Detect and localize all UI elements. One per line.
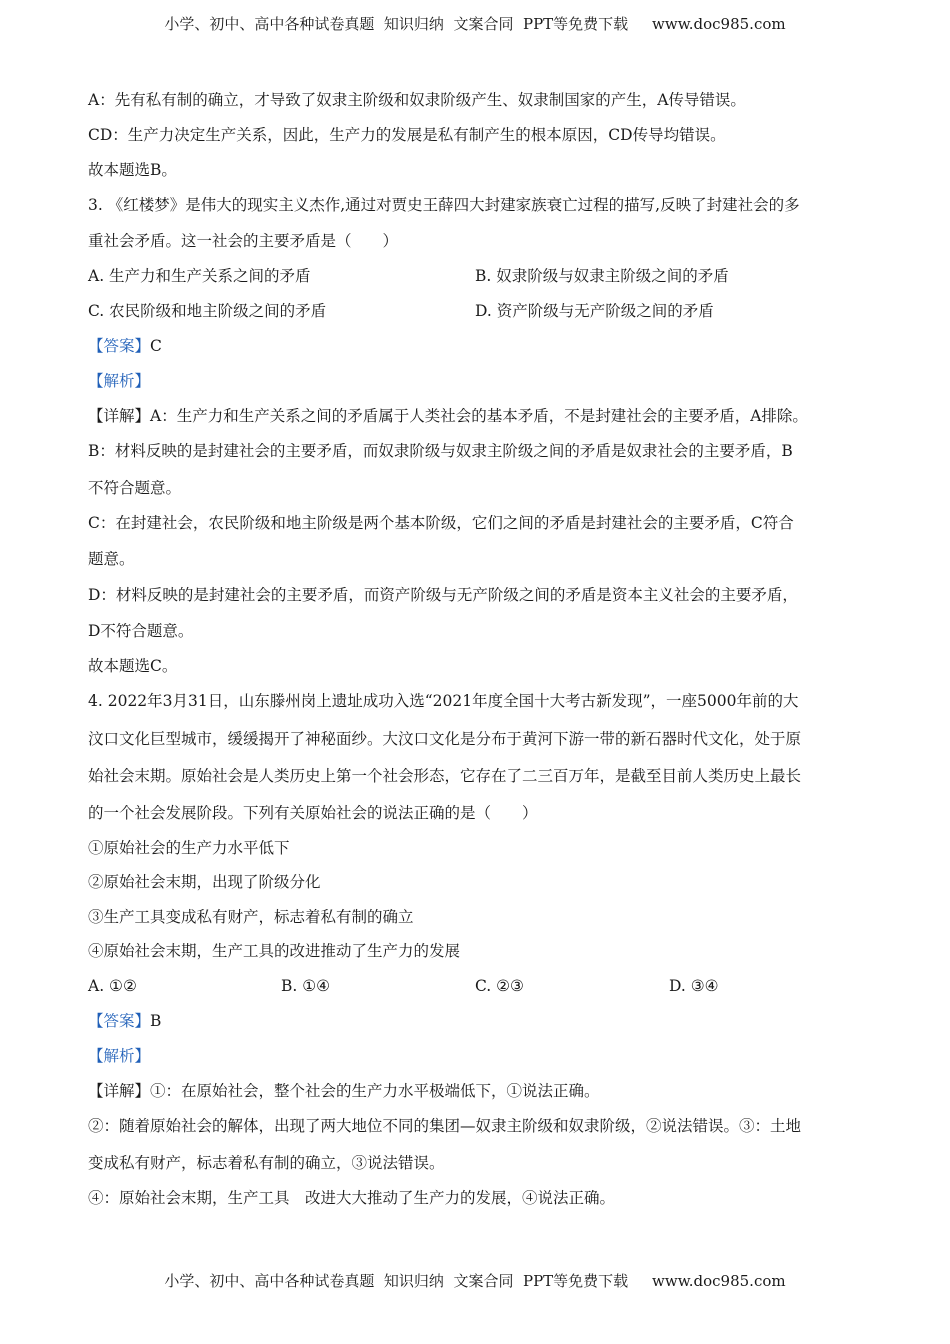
page-footer: 小学、初中、高中各种试卷真题 知识归纳 文案合同 PPT等免费下载 www.doc985.com [164, 1272, 786, 1290]
q4-item-4: ④原始社会末期，生产工具的改进推动了生产力的发展 [88, 942, 461, 960]
intro-line-a: A：先有私有制的确立，才导致了奴隶主阶级和奴隶阶级产生、奴隶制国家的产生，A传导错误。 [88, 91, 746, 109]
q4-analysis-tag: 【解析】 [88, 1047, 151, 1065]
answer-value: C [150, 337, 162, 355]
q4-option-a: A. ①② [88, 977, 137, 995]
q4-option-c: C. ②③ [475, 977, 524, 995]
detail-tag: 【详解】 [88, 1082, 151, 1100]
intro-conclusion: 故本题选B。 [88, 161, 177, 179]
q3-detail-line4: C：在封建社会，农民阶级和地主阶级是两个基本阶级，它们之间的矛盾是封建社会的主要矛盾，C符合 [88, 514, 794, 532]
q4-detail-line4: ④：原始社会末期，生产工具 改进大大推动了生产力的发展，④说法正确。 [88, 1189, 616, 1207]
q4-item-1: ①原始社会的生产力水平低下 [88, 839, 290, 857]
q4-item-3: ③生产工具变成私有财产，标志着私有制的确立 [88, 908, 414, 926]
q3-detail-line5: 题意。 [88, 550, 135, 568]
q4-detail-line3: 变成私有财产，标志着私有制的确立，③说法错误。 [88, 1154, 445, 1172]
q3-option-b: B. 奴隶阶级与奴隶主阶级之间的矛盾 [475, 267, 729, 285]
q3-option-d: D. 资产阶级与无产阶级之间的矛盾 [475, 302, 714, 320]
q3-detail-line7: D不符合题意。 [88, 622, 194, 640]
q3-detail-line3: 不符合题意。 [88, 479, 182, 497]
intro-line-cd: CD：生产力决定生产关系，因此，生产力的发展是私有制产生的根本原因，CD传导均错误。 [88, 126, 726, 144]
q3-detail-line1 [88, 406, 808, 426]
q3-stem-line2: 重社会矛盾。这一社会的主要矛盾是（ ） [88, 232, 399, 250]
detail-tag: 【详解】 [88, 407, 151, 425]
answer-value: B [150, 1012, 162, 1030]
q4-detail-line1 [88, 1081, 600, 1101]
answer-tag: 【答案】 [88, 337, 151, 355]
q3-option-c: C. 农民阶级和地主阶级之间的矛盾 [88, 302, 327, 320]
q4-detail-line2: ②：随着原始社会的解体，出现了两大地位不同的集团—奴隶主阶级和奴隶阶级，②说法错误。③：土地 [88, 1117, 802, 1135]
q4-stem-line1: 4. 2022年3月31日，山东滕州岗上遗址成功入选“2021年度全国十大考古新发现”，一座5000年前的大 [88, 692, 799, 710]
q4-answer [88, 1011, 161, 1031]
q4-stem-line3: 始社会末期。原始社会是人类历史上第一个社会形态，它存在了二三百万年，是截至目前人类历史上最长 [88, 767, 802, 785]
q4-option-d: D. ③④ [669, 977, 719, 995]
q4-stem-line4: 的一个社会发展阶段。下列有关原始社会的说法正确的是（ ） [88, 804, 538, 822]
q3-option-a: A. 生产力和生产关系之间的矛盾 [88, 267, 311, 285]
q3-conclusion: 故本题选C。 [88, 657, 178, 675]
q3-answer [88, 336, 162, 356]
q3-stem-line1: 3. 《红楼梦》是伟大的现实主义杰作,通过对贾史王薛四大封建家族衰亡过程的描写,反映了封建社会的多 [88, 196, 800, 214]
page-header: 小学、初中、高中各种试卷真题 知识归纳 文案合同 PPT等免费下载 www.doc985.com [164, 15, 786, 33]
q3-detail-line6: D：材料反映的是封建社会的主要矛盾，而资产阶级与无产阶级之间的矛盾是资本主义社会的主要矛盾， [88, 586, 798, 604]
answer-tag: 【答案】 [88, 1012, 151, 1030]
q3-detail-line2: B：材料反映的是封建社会的主要矛盾，而奴隶阶级与奴隶主阶级之间的矛盾是奴隶社会的主要矛盾，B [88, 442, 793, 460]
detail-text: ①：在原始社会，整个社会的生产力水平极端低下，①说法正确。 [150, 1082, 600, 1100]
q3-analysis-tag: 【解析】 [88, 372, 151, 390]
detail-text: A：生产力和生产关系之间的矛盾属于人类社会的基本矛盾，不是封建社会的主要矛盾，A排除。 [150, 407, 808, 425]
q4-stem-line2: 汶口文化巨型城市，缓缓揭开了神秘面纱。大汶口文化是分布于黄河下游一带的新石器时代文化，处于原 [88, 730, 802, 748]
q4-option-b: B. ①④ [281, 977, 331, 995]
q4-item-2: ②原始社会末期，出现了阶级分化 [88, 873, 321, 891]
